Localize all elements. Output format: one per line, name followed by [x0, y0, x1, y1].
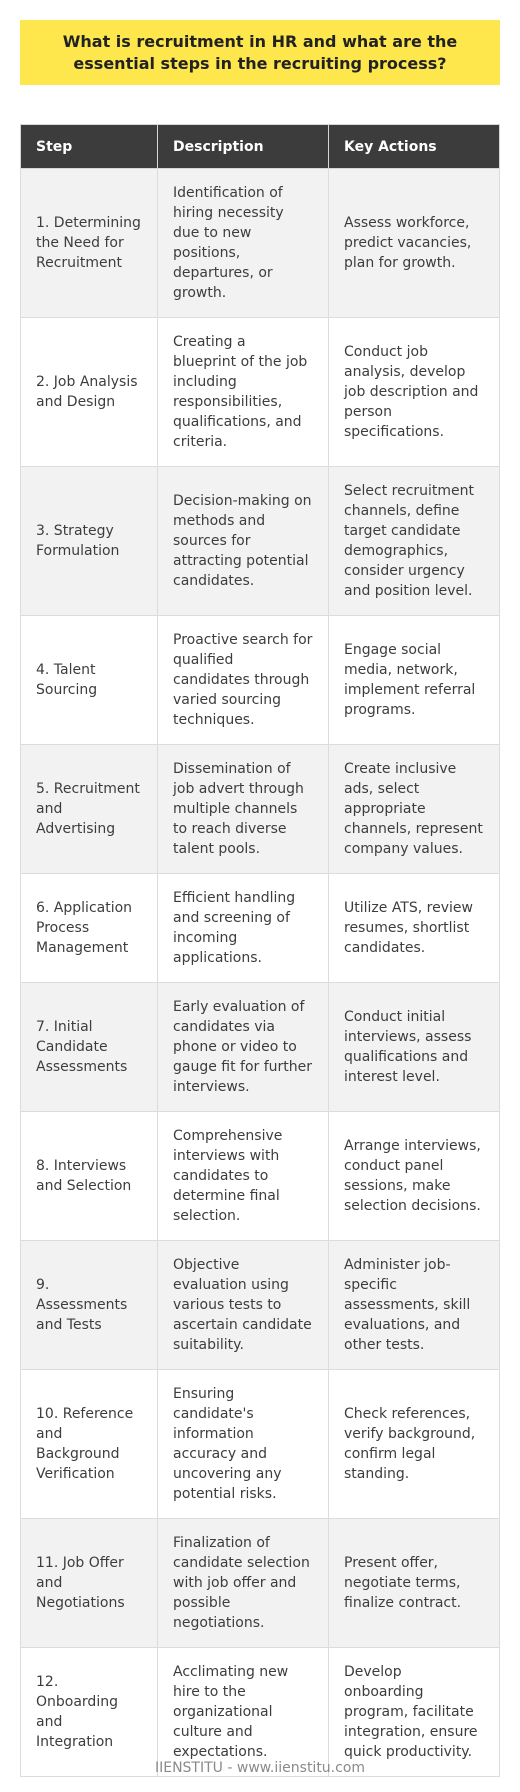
actions-cell: Utilize ATS, review resumes, shortlist candidates.: [329, 874, 500, 983]
description-cell: Decision-making on methods and sources for attracting potential candidates.: [158, 467, 329, 616]
step-cell: 9. Assessments and Tests: [21, 1241, 158, 1370]
actions-cell: Check references, verify background, confirm legal standing.: [329, 1370, 500, 1519]
description-cell: Proactive search for qualified candidates through varied sourcing techniques.: [158, 616, 329, 745]
table-row: [21, 874, 500, 983]
description-cell: Identification of hiring necessity due to new positions, departures, or growth.: [158, 169, 329, 318]
actions-cell: Develop onboarding program, facilitate integration, ensure quick productivity.: [329, 1648, 500, 1777]
header-description: Description: [158, 125, 329, 169]
recruitment-steps-table: [20, 124, 500, 1777]
table-row: [21, 1519, 500, 1648]
step-cell: 2. Job Analysis and Design: [21, 318, 158, 467]
description-cell: Objective evaluation using various tests to ascertain candidate suitability.: [158, 1241, 329, 1370]
table-row: [21, 616, 500, 745]
table-row: [21, 467, 500, 616]
step-cell: 8. Interviews and Selection: [21, 1112, 158, 1241]
actions-cell: Conduct job analysis, develop job description and person specifications.: [329, 318, 500, 467]
table-row: [21, 1112, 500, 1241]
actions-cell: Select recruitment channels, define target candidate demographics, consider urgency and position level.: [329, 467, 500, 616]
header-step: Step: [21, 125, 158, 169]
description-cell: Dissemination of job advert through multiple channels to reach diverse talent pools.: [158, 745, 329, 874]
table-row: [21, 983, 500, 1112]
description-cell: Efficient handling and screening of incoming applications.: [158, 874, 329, 983]
step-cell: 12. Onboarding and Integration: [21, 1648, 158, 1777]
actions-cell: Administer job-specific assessments, skill evaluations, and other tests.: [329, 1241, 500, 1370]
step-cell: 1. Determining the Need for Recruitment: [21, 169, 158, 318]
table-row: [21, 1370, 500, 1519]
description-cell: Creating a blueprint of the job including responsibilities, qualifications, and criteria.: [158, 318, 329, 467]
header-key-actions: Key Actions: [329, 125, 500, 169]
table-row: [21, 745, 500, 874]
step-cell: 4. Talent Sourcing: [21, 616, 158, 745]
step-cell: 11. Job Offer and Negotiations: [21, 1519, 158, 1648]
table-row: [21, 318, 500, 467]
header-row: [21, 125, 500, 169]
actions-cell: Assess workforce, predict vacancies, plan for growth.: [329, 169, 500, 318]
page-title: What is recruitment in HR and what are the essential steps in the recruiting process?: [62, 31, 458, 73]
actions-cell: Engage social media, network, implement referral programs.: [329, 616, 500, 745]
step-cell: 6. Application Process Management: [21, 874, 158, 983]
step-cell: 10. Reference and Background Verification: [21, 1370, 158, 1519]
description-cell: Comprehensive interviews with candidates to determine final selection.: [158, 1112, 329, 1241]
description-cell: Finalization of candidate selection with job offer and possible negotiations.: [158, 1519, 329, 1648]
description-cell: Early evaluation of candidates via phone or video to gauge fit for further interviews.: [158, 983, 329, 1112]
step-cell: 7. Initial Candidate Assessments: [21, 983, 158, 1112]
actions-cell: Arrange interviews, conduct panel sessions, make selection decisions.: [329, 1112, 500, 1241]
table-header: [21, 125, 500, 169]
description-cell: Ensuring candidate's information accuracy and uncovering any potential risks.: [158, 1370, 329, 1519]
footer-credit: IIENSTITU - www.iienstitu.com: [154, 1760, 366, 1776]
actions-cell: Present offer, negotiate terms, finalize contract.: [329, 1519, 500, 1648]
description-cell: Acclimating new hire to the organizational culture and expectations.: [158, 1648, 329, 1777]
step-cell: 3. Strategy Formulation: [21, 467, 158, 616]
table-row: [21, 169, 500, 318]
step-cell: 5. Recruitment and Advertising: [21, 745, 158, 874]
table-row: [21, 1241, 500, 1370]
actions-cell: Conduct initial interviews, assess qualifications and interest level.: [329, 983, 500, 1112]
title-banner: [20, 20, 500, 85]
actions-cell: Create inclusive ads, select appropriate channels, represent company values.: [329, 745, 500, 874]
